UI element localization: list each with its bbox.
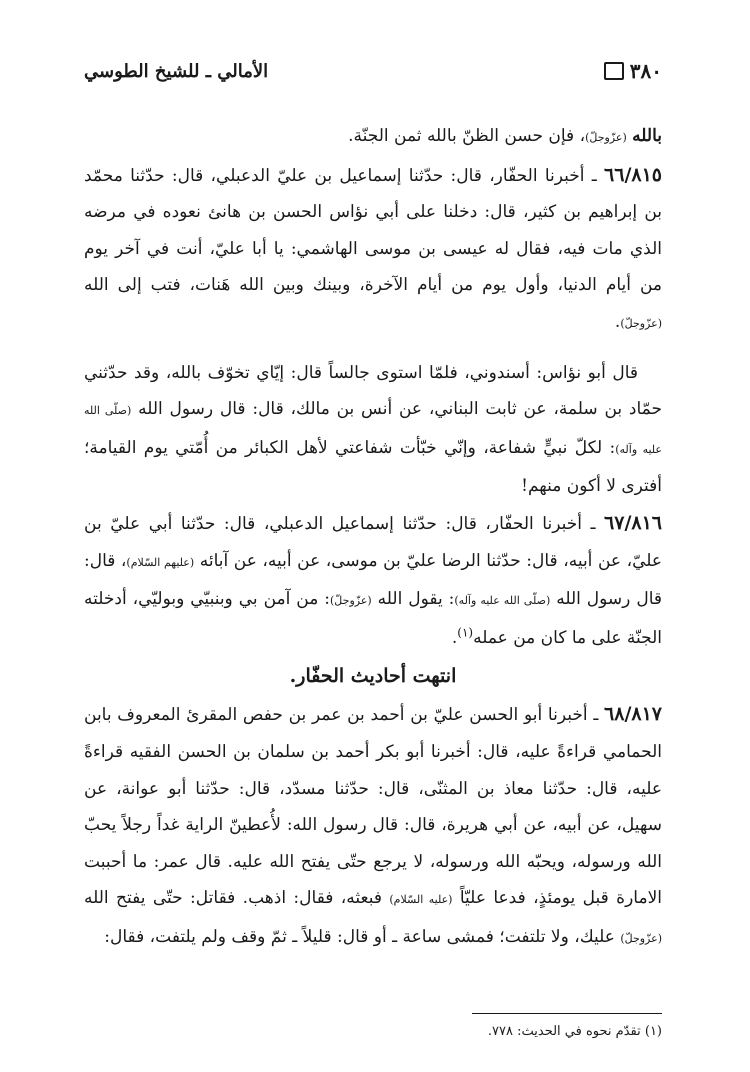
honorific: (عزّوجلّ) (620, 316, 662, 330)
text-run: بالله (632, 126, 662, 146)
text-run: فبعثه، فقال: اذهب. فقاتل: حتّى يفتح الله (84, 888, 390, 909)
text-run: ـ أخبرنا أبو الحسن عليّ بن أحمد بن عمر بن حفص المقرئ المعروف بابن الحمامي قراءةً عليه، قال: أخبرنا أبو بكر أحمد بن سلمان بن الحسن الفقيه قراءةً عليه، قال: حدّثنا معاذ بن المثنّى، قال: حدّثنا مسدّد، قال: حدّثنا أبو عوانة، عن سهيل، عن أبيه، عن أبي هريرة، قال: قال رسول الله: لأُعطينّ الراية غداً رجلاً يحبّ الله ورسوله، ويحبّه الله ورسوله، لا يرجع حتّى يفتح الله عليه. قال عمر: ما أحببت الامارة قبل يومئذٍ، فدعا عليّاً (84, 705, 662, 909)
text-run: قال أبو نؤاس: أسندوني، فلمّا استوى جالساً قال: إيّاي تخوّف بالله، وقد حدّثني حمّاد بن سلمة، عن ثابت البناني، عن أنس بن مالك، قال: قال رسول الله (84, 362, 663, 420)
text-run: ، قال: قال رسول الله (84, 550, 662, 610)
text-run: ـ أخبرنا الحفّار، قال: حدّثنا إسماعيل الدعبلي، قال: حدّثنا أبي عليّ بن عليّ، عن أبيه، قال: حدّثنا الرضا عليّ بن موسى، عن أبيه، عن آبائه (84, 513, 663, 571)
honorific: (صلّى الله عليه وآله) (84, 404, 662, 456)
text-run: ، فإن حسن الظنّ بالله ثمن الجنّة. (348, 126, 586, 146)
text-run: . (451, 627, 458, 648)
text-run: : لكلّ نبيٍّ شفاعة، وإنّي خبّأت شفاعتي لأهل الكبائر من أُمّتي يوم القيامة؛ أفترى لا أكون منهم! (84, 437, 662, 497)
page-marker-box-icon (604, 62, 624, 80)
honorific: (عزّوجلّ) (620, 931, 662, 945)
paragraph-continuation (84, 118, 662, 157)
honorific: (عليهم السّلام) (126, 555, 195, 569)
spacer (84, 343, 662, 355)
page-header (84, 56, 662, 86)
text-run: : من آمن بي وبنبيّي وبوليّي، أدخلته الجنّة على ما كان من عمله (84, 589, 662, 648)
honorific: (عزّوجلّ) (330, 594, 372, 608)
page-number: ٣٨٠ (629, 59, 662, 83)
footnote-reference[interactable]: (١) (457, 625, 474, 640)
honorific: (عزّوجلّ) (585, 131, 627, 144)
hadith-816 (84, 505, 662, 656)
text-run: عليك، ولا تلتفت؛ فمشى ساعة ـ أو قال: قليلاً ـ ثمّ وقف ولم يلتفت، فقال: (104, 926, 621, 947)
running-title: الأمالي ـ للشيخ الطوسي (84, 60, 269, 82)
hadith-number: ٦٨/٨١٧ (604, 703, 662, 726)
footnote: (١) تقدّم نحوه في الحديث: ٧٧٨. (487, 1024, 662, 1039)
text-run: ـ أخبرنا الحفّار، قال: حدّثنا إسماعيل بن عليّ الدعبلي، قال: حدّثنا محمّد بن إبراهيم بن كثير، قال: دخلنا على أبي نؤاس الحسن بن هانئ نعوده في مرضه الذي مات فيه، فقال له عيسى بن موسى الهاشمي: يا أبا عليّ، أنت في آخر يوم من أيام الدنيا، وأول يوم من أيام الآخرة، وبينك وبين الله هَنات، فتب إلى الله (84, 165, 662, 296)
honorific: (عليه السّلام) (389, 893, 453, 907)
text-run: . (614, 311, 621, 332)
hadith-815-continued (84, 355, 662, 505)
hadith-815 (84, 157, 662, 343)
page-number-group (604, 59, 662, 83)
honorific: (صلّى الله عليه وآله) (454, 594, 551, 608)
footnote-divider (472, 1013, 662, 1014)
hadith-number: ٦٧/٨١٦ (604, 511, 662, 534)
hadith-817 (84, 696, 662, 957)
hadith-number: ٦٦/٨١٥ (604, 163, 662, 186)
main-text (84, 118, 662, 957)
section-heading: انتهت أحاديث الحفّار. (289, 665, 457, 688)
text-run: : يقول الله (377, 589, 455, 610)
